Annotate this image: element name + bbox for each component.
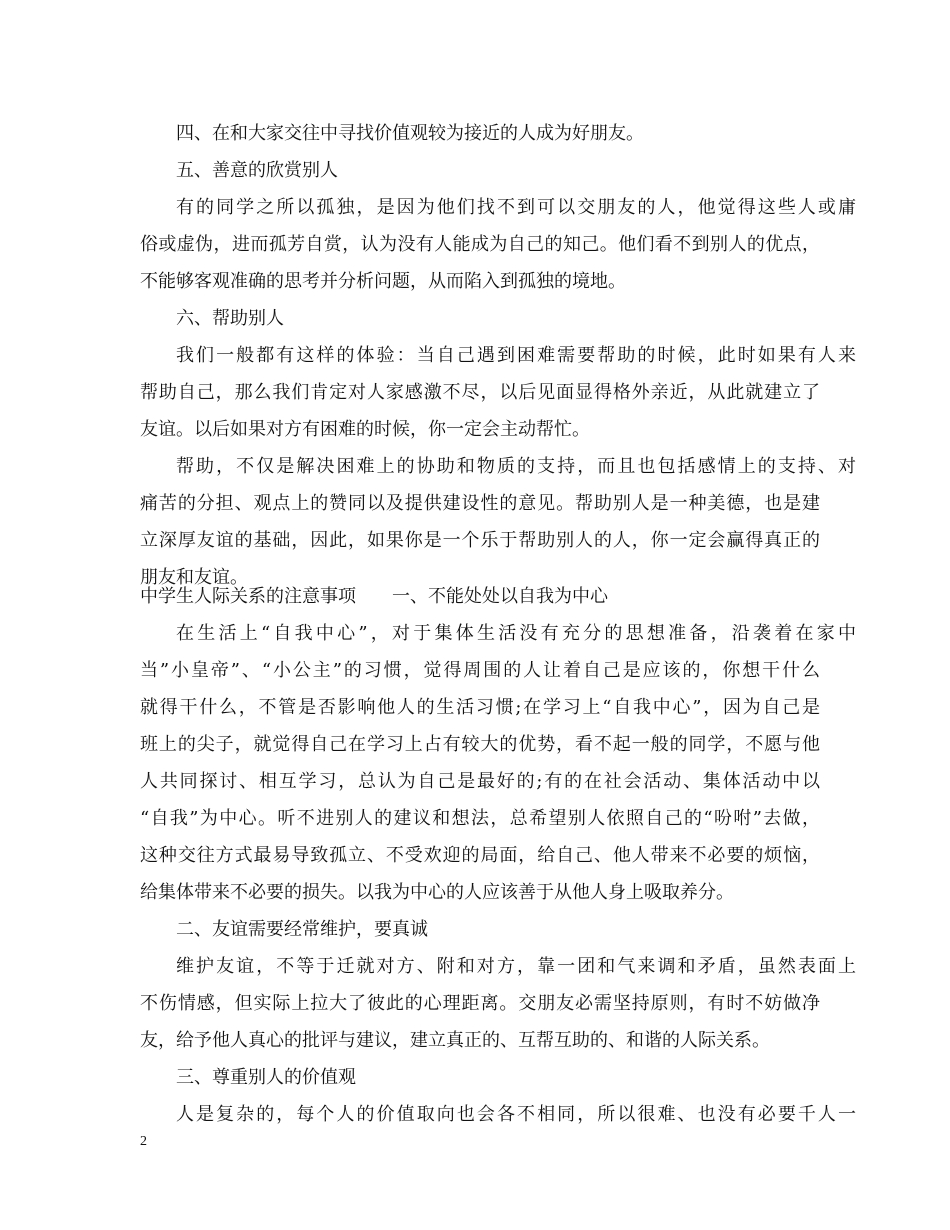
- paragraph-line: 立深厚友谊的基础，因此，如果你是一个乐于帮助别人的人，你一定会赢得真正的: [140, 530, 820, 551]
- paragraph-line: 维护友谊，不等于迁就对方、附和对方，靠一团和气来调和矛盾，虽然表面上: [176, 956, 856, 977]
- paragraph-line: 就得干什么，不管是否影响他人的生活习惯;在学习上“自我中心”，因为自己是: [140, 697, 820, 718]
- paragraph-line: 俗或虚伪，进而孤芳自赏，认为没有人能成为自己的知己。他们看不到别人的优点，: [140, 234, 820, 255]
- paragraph-line: 我们一般都有这样的体验：当自己遇到困难需要帮助的时候，此时如果有人来: [176, 345, 856, 366]
- section-heading-6: 六、帮助别人: [176, 308, 284, 329]
- section-heading-2: 二、友谊需要经常维护，要真诚: [176, 919, 428, 940]
- paragraph-line: 给集体带来不必要的损失。以我为中心的人应该善于从他人身上吸取养分。: [140, 882, 734, 903]
- section-heading-5: 五、善意的欣赏别人: [176, 160, 338, 181]
- paragraph-line: 帮助，不仅是解决困难上的协助和物质的支持，而且也包括感情上的支持、对: [176, 456, 856, 477]
- paragraph-line: 友，给予他人真心的批评与建议，建立真正的、互帮互助的、和谐的人际关系。: [140, 1030, 770, 1051]
- paragraph-line: 朋友和友谊。: [140, 567, 248, 588]
- paragraph-line: 当”小皇帝”、“小公主”的习惯，觉得周围的人让着自己是应该的，你想干什么: [140, 660, 820, 681]
- paragraph-line: “自我”为中心。听不进别人的建议和想法，总希望别人依照自己的“吩咐”去做，: [140, 808, 820, 829]
- page-number: 2: [140, 1134, 147, 1149]
- paragraph-line: 友谊。以后如果对方有困难的时候，你一定会主动帮忙。: [140, 419, 590, 440]
- section-heading-3: 三、尊重别人的价值观: [176, 1067, 356, 1088]
- paragraph-line: 痛苦的分担、观点上的赞同以及提供建设性的意见。帮助别人是一种美德，也是建: [140, 493, 820, 514]
- paragraph-line: 不伤情感，但实际上拉大了彼此的心理距离。交朋友必需坚持原则，有时不妨做净: [140, 993, 820, 1014]
- paragraph-line: 帮助自己，那么我们肯定对人家感激不尽，以后见面显得格外亲近，从此就建立了: [140, 382, 820, 403]
- paragraph-line: 这种交往方式最易导致孤立、不受欢迎的局面，给自己、他人带来不必要的烦恼，: [140, 845, 820, 866]
- paragraph-line: 班上的尖子，就觉得自己在学习上占有较大的优势，看不起一般的同学，不愿与他: [140, 734, 820, 755]
- section-heading-4: 四、在和大家交往中寻找价值观较为接近的人成为好朋友。: [176, 123, 644, 144]
- paragraph-line: 人共同探讨、相互学习，总认为自己是最好的;有的在社会活动、集体活动中以: [140, 771, 820, 792]
- paragraph-line: 不能够客观准确的思考并分析问题，从而陷入到孤独的境地。: [140, 271, 626, 292]
- paragraph-line: 在生活上“自我中心”，对于集体生活没有充分的思想准备，沿袭着在家中: [176, 623, 856, 644]
- paragraph-line: 人是复杂的，每个人的价值取向也会各不相同，所以很难、也没有必要千人一: [176, 1104, 856, 1125]
- section-title: 中学生人际关系的注意事项 一、不能处处以自我为中心: [140, 586, 608, 607]
- paragraph-line: 有的同学之所以孤独，是因为他们找不到可以交朋友的人，他觉得这些人或庸: [176, 197, 856, 218]
